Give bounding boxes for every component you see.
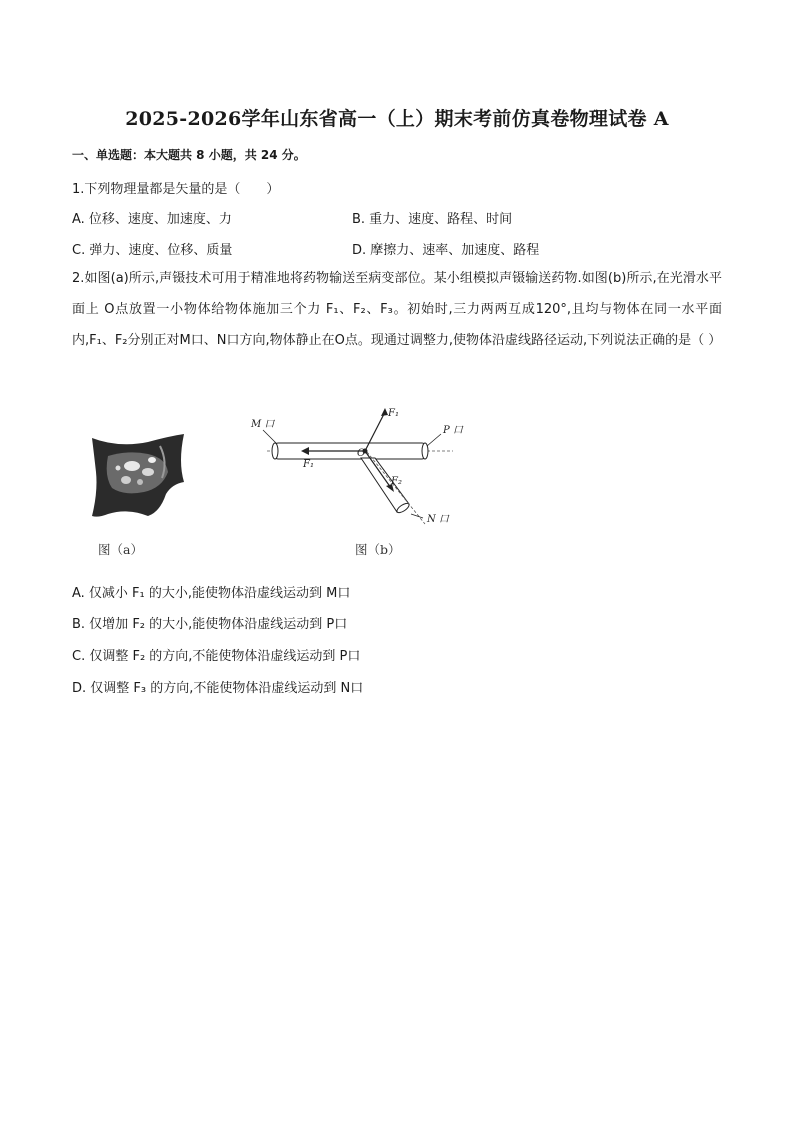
figure-b-caption: 图（b） xyxy=(355,542,401,557)
figure-b-diagram xyxy=(245,400,475,530)
question-1-option-d: D. 摩擦力、速率、加速度、路程 xyxy=(352,243,540,258)
label-m-port: M 口 xyxy=(251,419,275,430)
label-n-port: N 口 xyxy=(427,514,449,525)
question-2-option-a: A. 仅减小 F₁ 的大小,能使物体沿虚线运动到 M口 xyxy=(72,586,351,601)
label-force-f2: F₂ xyxy=(391,476,402,487)
question-1-option-b: B. 重力、速度、路程、时间 xyxy=(352,212,513,227)
section-header: 一、单选题：本大题共 8 小题，共 24 分。 xyxy=(72,148,306,162)
question-2-option-b: B. 仅增加 F₂ 的大小,能使物体沿虚线运动到 P口 xyxy=(72,617,348,632)
question-1-option-a: A. 位移、速度、加速度、力 xyxy=(72,212,232,227)
question-1-stem: 1.下列物理量都是矢量的是（ ） xyxy=(72,182,280,197)
page-title: 2025-2026学年山东省高一（上）期末考前仿真卷物理试卷 A xyxy=(125,108,669,130)
label-force-top: F₁ xyxy=(388,408,399,419)
figure-a-caption: 图（a） xyxy=(98,542,143,557)
label-point-o: O xyxy=(357,448,366,459)
question-2-option-d: D. 仅调整 F₃ 的方向,不能使物体沿虚线运动到 N口 xyxy=(72,681,364,696)
question-2-option-c: C. 仅调整 F₂ 的方向,不能使物体沿虚线运动到 P口 xyxy=(72,649,361,664)
question-2-stem: 2.如图(a)所示,声镊技术可用于精准地将药物输送至病变部位。某小组模拟声镊输送药物.如图(b)所示,在光滑水平面上 O点放置一小物体给物体施加三个力 F₁、F₂、F₃。初始时,三力两两互成120°,且均与物体在同一水平面内,F₁、F₂分别正对M口、N口方向,物体静止在O点。现通过调整力,使物体沿虚线路径运动,下列说法正确的是（ ） xyxy=(72,271,722,348)
figure-a-image xyxy=(88,432,190,520)
question-1-option-c: C. 弹力、速度、位移、质量 xyxy=(72,243,233,258)
label-force-left: F₁ xyxy=(303,459,314,470)
label-p-port: P 口 xyxy=(443,425,463,436)
